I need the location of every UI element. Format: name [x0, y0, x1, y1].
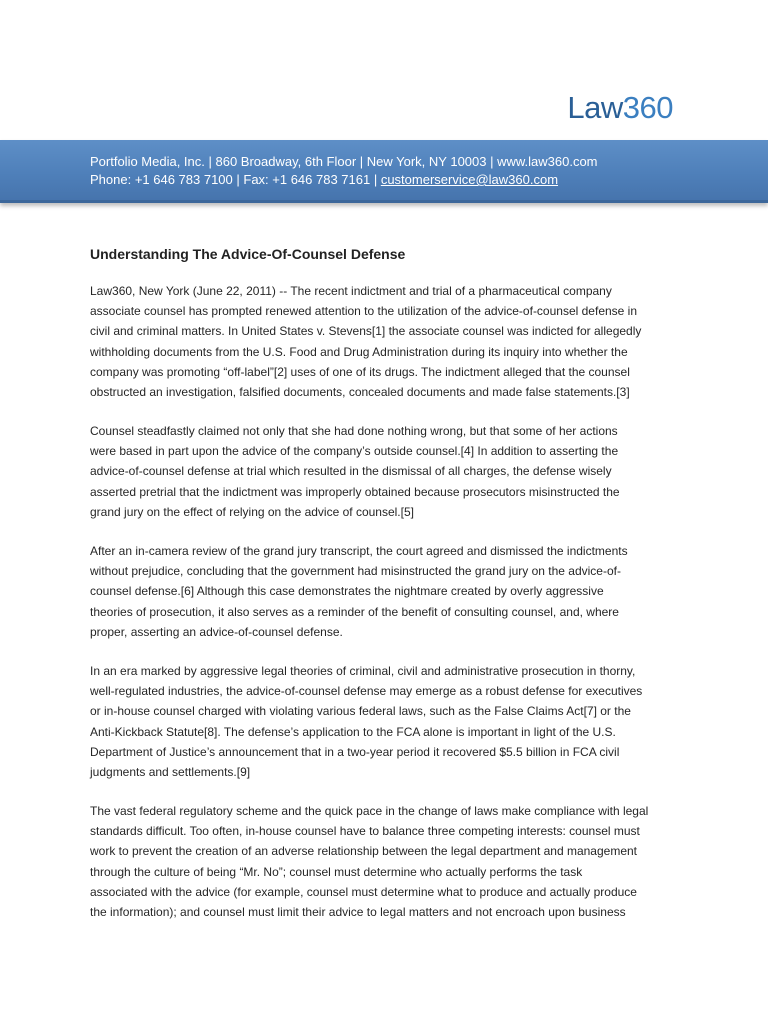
article-paragraph-3: [90, 541, 680, 642]
banner-contact-line: [90, 172, 558, 188]
paragraph-line: Department of Justice’s announcement that in a two-year period it recovered $5.5 billion in FCA civil: [90, 744, 620, 759]
logo-word: Law: [567, 90, 623, 125]
paragraph-line: counsel defense.[6] Although this case demonstrates the nightmare created by overly aggressive: [90, 584, 604, 599]
paragraph-line: standards difficult. Too often, in-house counsel have to balance three competing interests: counsel must: [90, 824, 640, 839]
paragraph-line: company was promoting “off-label”[2] uses of one of its drugs. The indictment alleged that the counsel: [90, 364, 630, 379]
paragraph-line: without prejudice, concluding that the government had misinstructed the grand jury on the advice-of-: [90, 564, 621, 579]
paragraph-line: work to prevent the creation of an adverse relationship between the legal department and management: [90, 844, 638, 859]
paragraph-line: or in-house counsel charged with violating various federal laws, such as the False Claims Act[7] or the: [90, 704, 631, 719]
paragraph-line: well-regulated industries, the advice-of-counsel defense may emerge as a robust defense for executives: [90, 684, 643, 699]
paragraph-line: the information); and counsel must limit their advice to legal matters and not encroach upon business: [90, 905, 626, 920]
paragraph-line: theories of prosecution, it also serves as a reminder of the benefit of consulting counsel, and, where: [90, 604, 619, 619]
contact-banner: [0, 140, 768, 203]
paragraph-line: After an in-camera review of the grand jury transcript, the court agreed and dismissed the indictments: [90, 544, 628, 558]
paragraph-line: were based in part upon the advice of the company’s outside counsel.[4] In addition to asserting the: [90, 444, 619, 459]
article-paragraph-5: [90, 801, 680, 922]
paragraph-line: The vast federal regulatory scheme and the quick pace in the change of laws make compliance with legal: [90, 804, 649, 818]
paragraph-line: obstructed an investigation, falsified documents, concealed documents and made false statements.[3]: [90, 385, 630, 400]
paragraph-line: through the culture of being “Mr. No”; counsel must determine who actually performs the task: [90, 864, 583, 879]
paragraph-line: Counsel steadfastly claimed not only that she had done nothing wrong, but that some of her actions: [90, 424, 618, 438]
paragraph-line: grand jury on the effect of relying on the advice of counsel.[5]: [90, 504, 414, 519]
paragraph-line: associated with the advice (for example, counsel must determine what to produce and actually produce: [90, 884, 637, 899]
paragraph-line: In an era marked by aggressive legal theories of criminal, civil and administrative prosecution in thorny,: [90, 664, 636, 678]
banner-phone-fax: Phone: +1 646 783 7100 | Fax: +1 646 783 7161 |: [90, 172, 381, 187]
banner-address-line: Portfolio Media, Inc. | 860 Broadway, 6th Floor | New York, NY 10003 | www.law360.com: [90, 154, 598, 169]
paragraph-line: proper, asserting an advice-of-counsel defense.: [90, 624, 343, 639]
paragraph-line: civil and criminal matters. In United States v. Stevens[1] the associate counsel was indicted for allegedly: [90, 324, 642, 339]
article-paragraph-1: [90, 281, 680, 402]
paragraph-line: Anti-Kickback Statute[8]. The defense’s application to the FCA alone is important in light of the U.S.: [90, 724, 616, 739]
article-title: Understanding The Advice-Of-Counsel Defense: [90, 246, 406, 262]
customer-service-email-link[interactable]: customerservice@law360.com: [380, 172, 559, 187]
logo-number: 360: [622, 90, 673, 125]
paragraph-line: judgments and settlements.[9]: [90, 765, 251, 780]
law360-logo: [567, 92, 673, 123]
article-paragraph-4: [90, 661, 680, 782]
paragraph-line: Law360, New York (June 22, 2011) -- The recent indictment and trial of a pharmaceutical company: [90, 284, 612, 298]
paragraph-line: asserted pretrial that the indictment was improperly obtained because prosecutors misinstructed the: [90, 484, 620, 499]
article-paragraph-2: [90, 421, 680, 522]
paragraph-line: associate counsel has prompted renewed attention to the utilization of the advice-of-counsel defense in: [90, 304, 638, 319]
paragraph-line: withholding documents from the U.S. Food and Drug Administration during its inquiry into whether the: [90, 344, 628, 359]
paragraph-line: advice-of-counsel defense at trial which resulted in the dismissal of all charges, the defense wisely: [90, 464, 612, 479]
